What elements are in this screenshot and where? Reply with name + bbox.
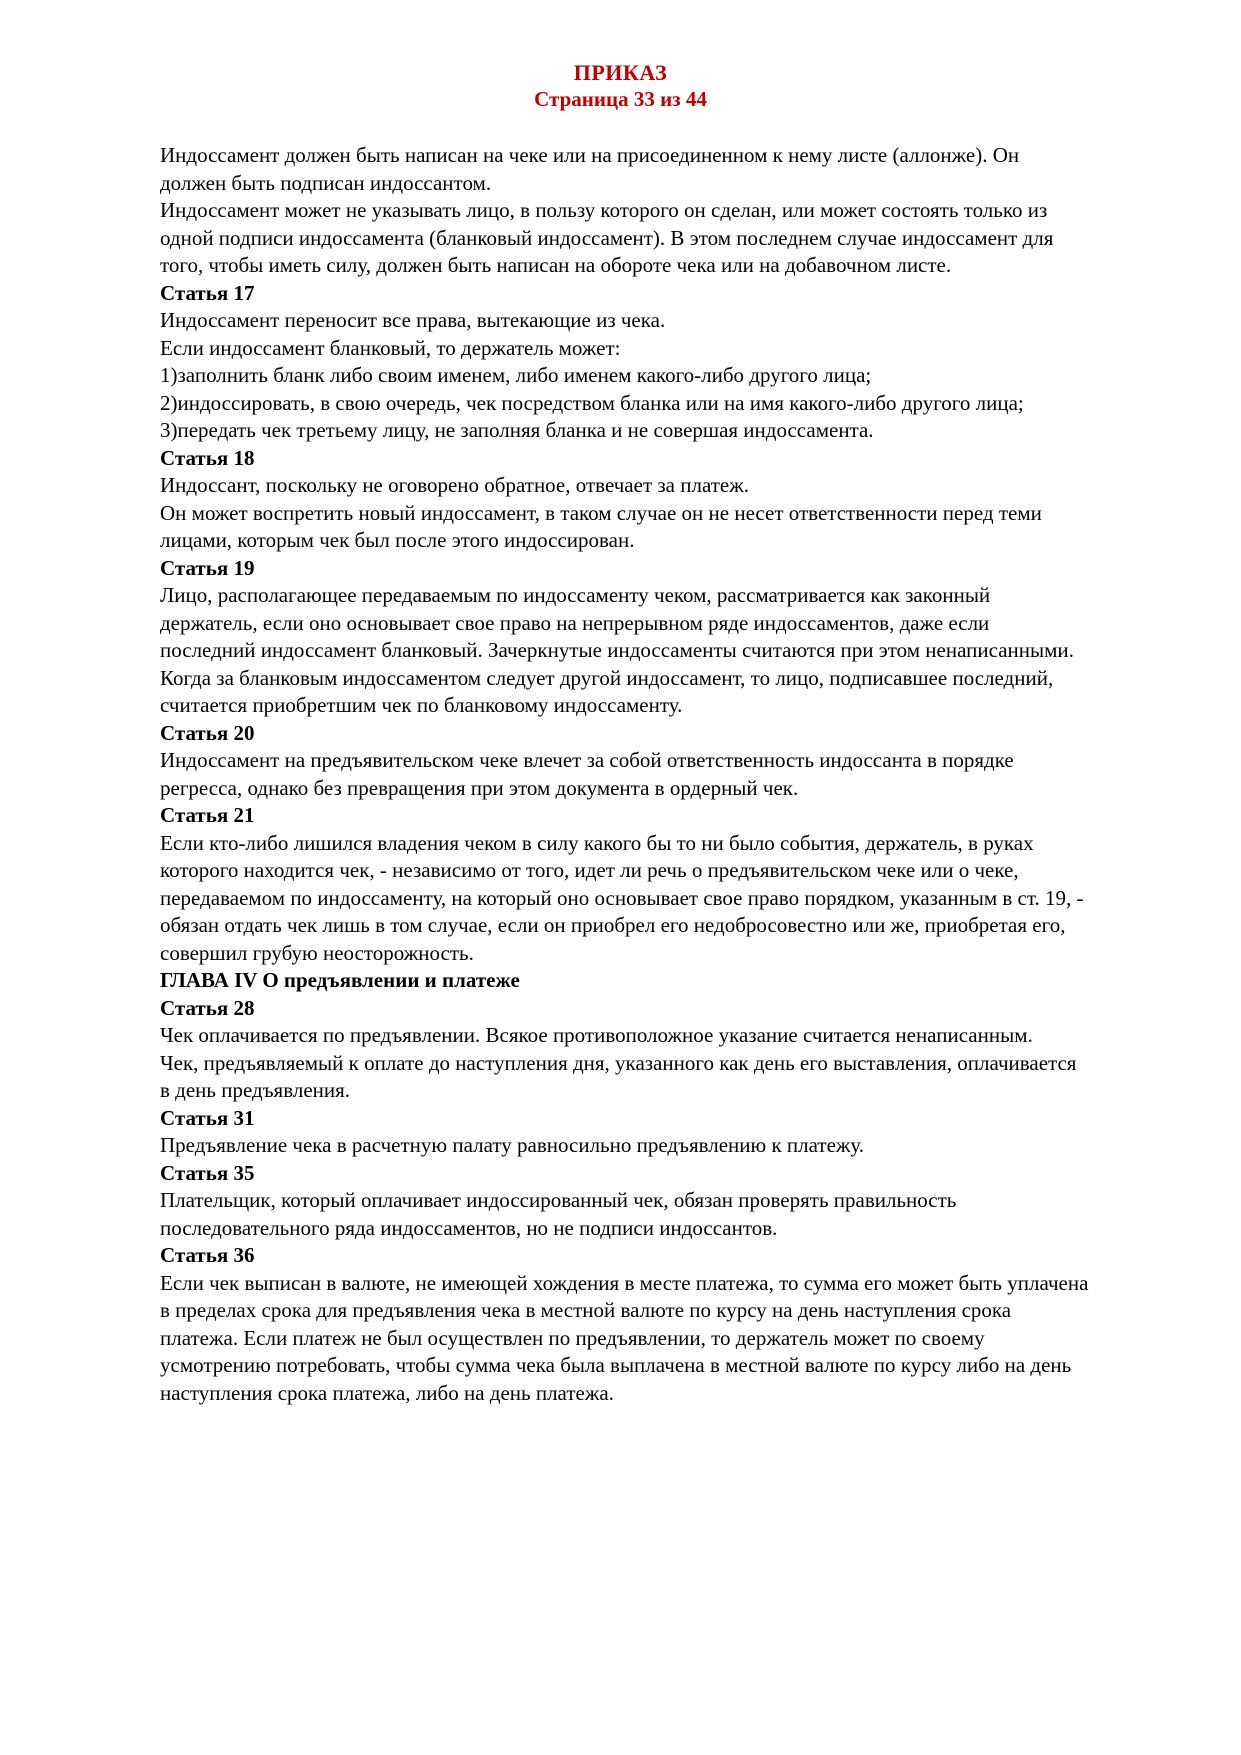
paragraph: Индоссамент должен быть написан на чеке или на присоединенном к нему листе (аллонже). Он должен быть подписан индоссантом.: [160, 143, 1020, 195]
article-heading: Статья 35: [160, 1160, 255, 1185]
article-heading: Статья 19: [160, 555, 255, 580]
article-heading: Статья 21: [160, 803, 255, 827]
paragraph: Индоссамент на предъявительском чеке влечет за собой ответственность индоссанта в порядке регресса, однако без превращения при этом документа в ордерный чек.: [160, 748, 1014, 800]
article-heading: Статья 20: [160, 720, 255, 745]
paragraph: Он может воспретить новый индоссамент, в таком случае он не несет ответственности перед теми лицами, которым чек был после этого индоссирован.: [160, 500, 1042, 552]
paragraph: Чек, предъявляемый к оплате до наступления дня, указанного как день его выставления, оплачивается в день предъявления.: [160, 1050, 1077, 1102]
paragraph: Чек оплачивается по предъявлении. Всякое противоположное указание считается ненаписанным.: [160, 1023, 1033, 1047]
paragraph: Если индоссамент бланковый, то держатель может:: [160, 335, 621, 360]
article-heading: Статья 31: [160, 1105, 255, 1130]
article-heading: ГЛАВА IV О предъявлении и платеже: [160, 968, 520, 992]
paragraph: Если чек выписан в валюте, не имеющей хождения в месте платежа, то сумма его может быть уплачена в пределах срока для предъявления чека в местной валюте по курсу на день наступления срока платежа. Если платеж не был осуществлен по предъявлении, то держатель может по своему усмотрению потребовать, чтобы сумма чека была выплачена в местной валюте по курсу либо на день наступления срока платежа, либо на день платежа.: [160, 1270, 1089, 1405]
article-heading: Статья 36: [160, 1243, 255, 1267]
paragraph: 3)передать чек третьему лицу, не заполняя бланка и не совершая индоссамента.: [160, 418, 874, 442]
article-heading: Статья 28: [160, 995, 255, 1020]
paragraph: Предъявление чека в расчетную палату равносильно предъявлению к платежу.: [160, 1133, 865, 1157]
paragraph: Лицо, располагающее передаваемым по индоссаменту чеком, рассматривается как законный держатель, если оно основывает свое право на непрерывном ряде индоссаментов, даже если последний индоссамент бланковый. Зачеркнутые индоссаменты считаются при этом ненаписанными. Когда за бланковым индоссаментом следует другой индоссамент, то лицо, подписавшее последний, считается приобретшим чек по бланковому индоссаменту.: [160, 583, 1074, 717]
article-heading: Статья 17: [160, 280, 255, 305]
article-heading: Статья 18: [160, 445, 255, 470]
paragraph: 2)индоссировать, в свою очередь, чек посредством бланка или на имя какого-либо другого лица;: [160, 390, 1024, 415]
document-content: [0, 142, 1090, 1407]
paragraph: Индоссамент переносит все права, вытекающие из чека.: [160, 308, 666, 332]
page-number-indicator: Страница 33 из 44: [534, 87, 707, 111]
document-title: ПРИКАЗ: [573, 60, 668, 85]
paragraph: Если кто-либо лишился владения чеком в силу какого бы то ни было события, держатель, в руках которого находится чек, - независимо от того, идет ли речь о предъявительском чеке или о чеке, передаваемом по индоссаменту, на который оно основывает свое право порядком, указанным в ст. 19, - обязан отдать чек лишь в том случае, если он приобрел его недобросовестно или же, приобретая его, совершил грубую неосторожность.: [160, 830, 1084, 965]
paragraph: Индоссамент может не указывать лицо, в пользу которого он сделан, или может состоять только из одной подписи индоссамента (бланковый индоссамент). В этом последнем случае индоссамент для того, чтобы иметь силу, должен быть написан на обороте чека или на добавочном листе.: [160, 198, 1054, 277]
paragraph: 1)заполнить бланк либо своим именем, либо именем какого-либо другого лица;: [160, 363, 872, 387]
paragraph: Индоссант, поскольку не оговорено обратное, отвечает за платеж.: [160, 473, 749, 497]
document-header: [0, 0, 1241, 112]
paragraph: Плательщик, который оплачивает индоссированный чек, обязан проверять правильность последовательного ряда индоссаментов, но не подписи индоссантов.: [160, 1188, 957, 1240]
